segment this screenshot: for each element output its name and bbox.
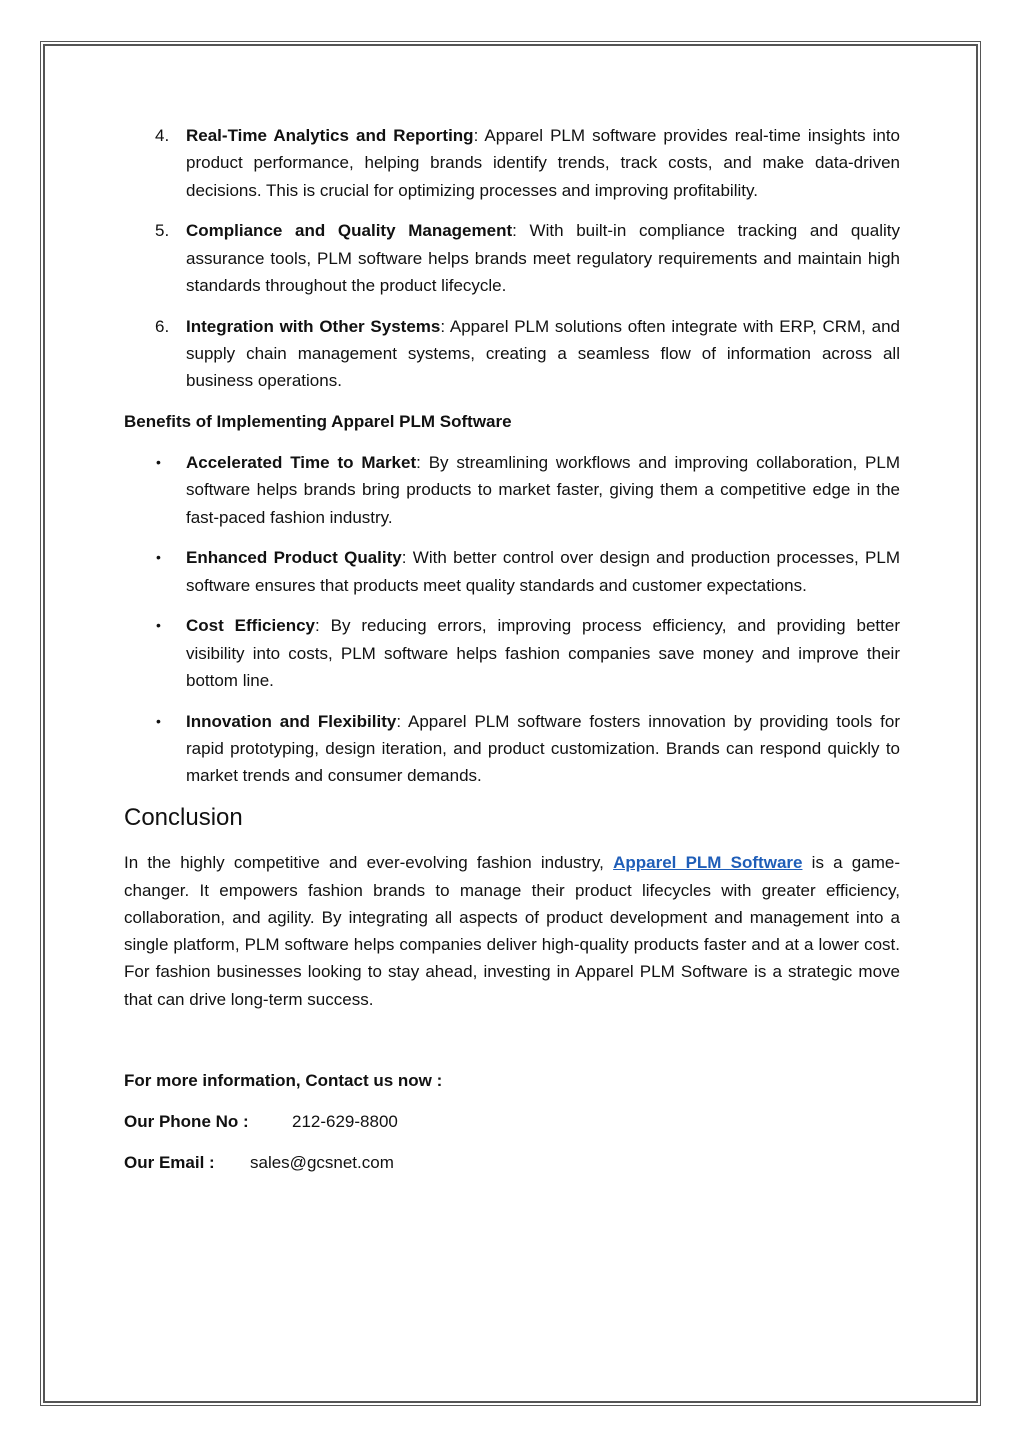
feature-list [124,122,900,395]
feature-title: Integration with Other Systems [186,316,441,336]
list-number: 4. [155,126,170,145]
conclusion-text-start: In the highly competitive and ever-evolving fashion industry, [124,853,614,873]
benefit-title: Enhanced Product Quality [186,548,402,568]
feature-text: : Apparel PLM solutions often integrate with ERP, CRM, and supply chain management systems, creating a seamless flow of information across all business operations. [186,316,900,391]
benefit-title: Innovation and Flexibility [186,711,397,731]
conclusion-heading: Conclusion [124,804,243,832]
feature-text: : With built-in compliance tracking and quality assurance tools, PLM software helps brands meet regulatory requirements and maintain high standards throughout the product lifecycle. [186,221,900,295]
benefit-item-innovation [124,708,900,790]
benefit-text: : By reducing errors, improving process efficiency, and providing better visibility into costs, PLM software helps fashion companies save money and improve their bottom line. [186,616,900,691]
feature-item-integration [124,313,900,395]
contact-title: For more information, Contact us now : [124,1071,443,1091]
benefit-title: Accelerated Time to Market [186,452,417,472]
benefit-text: : With better control over design and production processes, PLM software ensures that products meet quality standards and customer expectations. [186,548,900,595]
contact-section [124,1067,900,1176]
benefit-item-quality [124,544,900,599]
email-value: sales@gcsnet.com [250,1152,394,1172]
benefits-heading: Benefits of Implementing Apparel PLM Software [124,412,512,432]
benefit-item-time-to-market [124,449,900,531]
bullet-icon: • [156,453,161,470]
benefits-list [124,449,900,790]
list-number: 5. [155,221,170,241]
feature-text: : Apparel PLM software provides real-time insights into product performance, helping brands identify trends, track costs, and make data-driven decisions. This is crucial for optimizing processes and improving profitability. [186,126,901,200]
benefit-text: : By streamlining workflows and improving collaboration, PLM software helps brands bring products to market faster, giving them a competitive edge in the fast-paced fashion industry. [186,452,901,527]
feature-title: Compliance and Quality Management [186,221,513,241]
list-number: 6. [155,316,170,336]
feature-item-analytics [124,122,900,204]
bullet-icon: • [156,549,161,566]
feature-title: Real-Time Analytics and Reporting [186,126,474,145]
bullet-icon: • [156,712,161,729]
phone-row [124,1108,900,1135]
benefit-text: : Apparel PLM software fosters innovation by providing tools for rapid prototyping, design iteration, and product customization. Brands can respond quickly to market trends and consumer demands. [186,711,900,786]
conclusion-text-end: is a game-changer. It empowers fashion brands to manage their product lifecycles with greater efficiency, collaboration, and agility. By integrating all aspects of product development and management into a single platform, PLM software helps companies deliver high-quality products faster and at a lower cost. For fashion businesses looking to stay ahead, investing in Apparel PLM Software is a strategic move that can drive long-term success. [124,853,900,1009]
phone-label: Our Phone No : [124,1111,249,1131]
conclusion-paragraph [124,849,900,1013]
document-content [124,122,900,1189]
email-label: Our Email : [124,1152,215,1172]
benefit-title: Cost Efficiency [186,616,315,636]
email-row [124,1149,900,1176]
bullet-icon: • [156,617,161,634]
phone-value: 212-629-8800 [292,1111,398,1131]
feature-item-compliance [124,217,900,299]
apparel-plm-software-link[interactable]: Apparel PLM Software [613,853,803,873]
benefit-item-cost [124,612,900,694]
